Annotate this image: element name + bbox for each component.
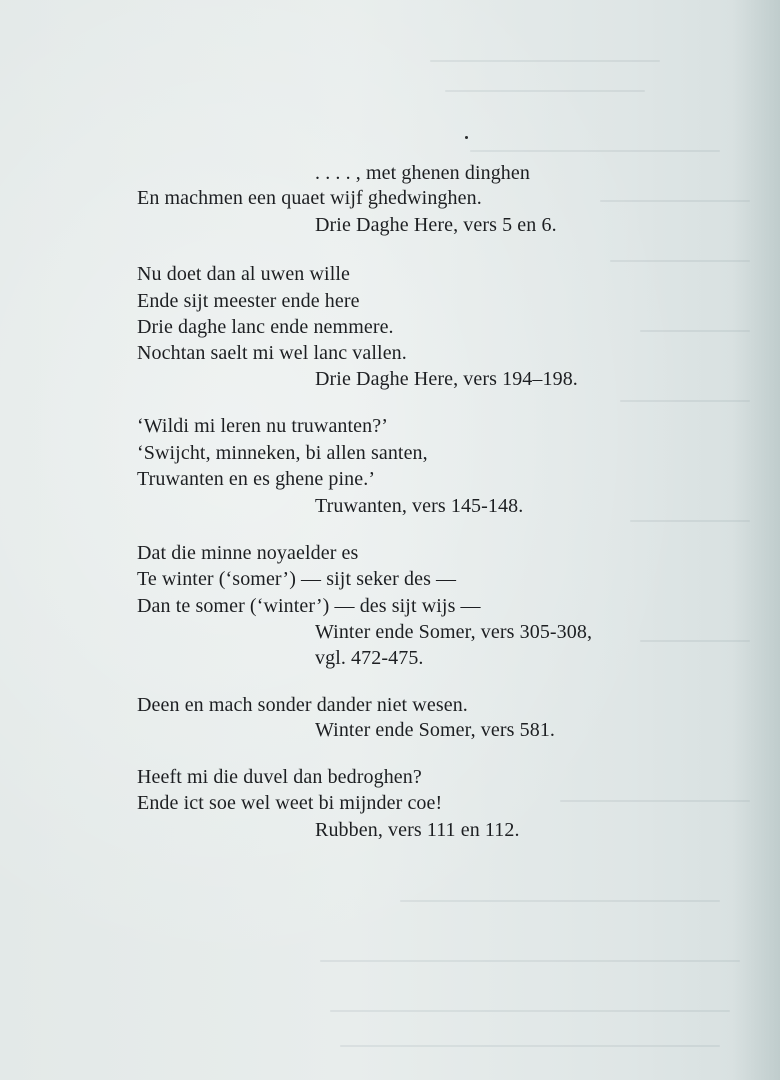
show-through-line — [400, 900, 720, 902]
verse-line: Te winter (‘somer’) — sijt seker des — — [137, 568, 457, 590]
source-reference: vgl. 472-475. — [315, 647, 424, 669]
show-through-line — [340, 1045, 720, 1047]
source-reference: Winter ende Somer, vers 305-308, — [315, 621, 593, 643]
verse-line: Deen en mach sonder dander niet wesen. — [137, 694, 468, 716]
verse-line: Truwanten en es ghene pine.’ — [137, 468, 376, 490]
show-through-line — [330, 1010, 730, 1012]
verse-line: Ende ict soe wel weet bi mijnder coe! — [137, 792, 443, 814]
source-reference: Drie Daghe Here, vers 194–198. — [315, 368, 578, 390]
verse-line: Nu doet dan al uwen wille — [137, 263, 350, 285]
verse-line: Drie daghe lanc ende nemmere. — [137, 316, 394, 338]
verse-line: Ende sijt meester ende here — [137, 290, 360, 312]
source-reference: Rubben, vers 111 en 112. — [315, 819, 520, 841]
show-through-line — [470, 150, 720, 152]
page-mark — [465, 136, 468, 139]
show-through-line — [430, 60, 660, 62]
verse-line: Dan te somer (‘winter’) — des sijt wijs — — [137, 595, 481, 617]
verse-line: ‘Wildi mi leren nu truwanten?’ — [137, 415, 388, 437]
show-through-line — [610, 260, 750, 262]
source-reference: Truwanten, vers 145-148. — [315, 495, 524, 517]
show-through-line — [600, 200, 750, 202]
verse-line: En machmen een quaet wijf ghedwinghen. — [137, 187, 482, 209]
source-reference: Drie Daghe Here, vers 5 en 6. — [315, 214, 557, 236]
show-through-line — [620, 400, 750, 402]
verse-line: . . . . , met ghenen dinghen — [315, 162, 530, 184]
show-through-line — [320, 960, 740, 962]
page-edge-shadow — [732, 0, 780, 1080]
show-through-line — [560, 800, 750, 802]
show-through-line — [445, 90, 645, 92]
source-reference: Winter ende Somer, vers 581. — [315, 719, 556, 741]
verse-line: Nochtan saelt mi wel lanc vallen. — [137, 342, 407, 364]
verse-line: Dat die minne noyaelder es — [137, 542, 359, 564]
verse-line: ‘Swijcht, minneken, bi allen santen, — [137, 442, 428, 464]
verse-line: Heeft mi die duvel dan bedroghen? — [137, 766, 422, 788]
